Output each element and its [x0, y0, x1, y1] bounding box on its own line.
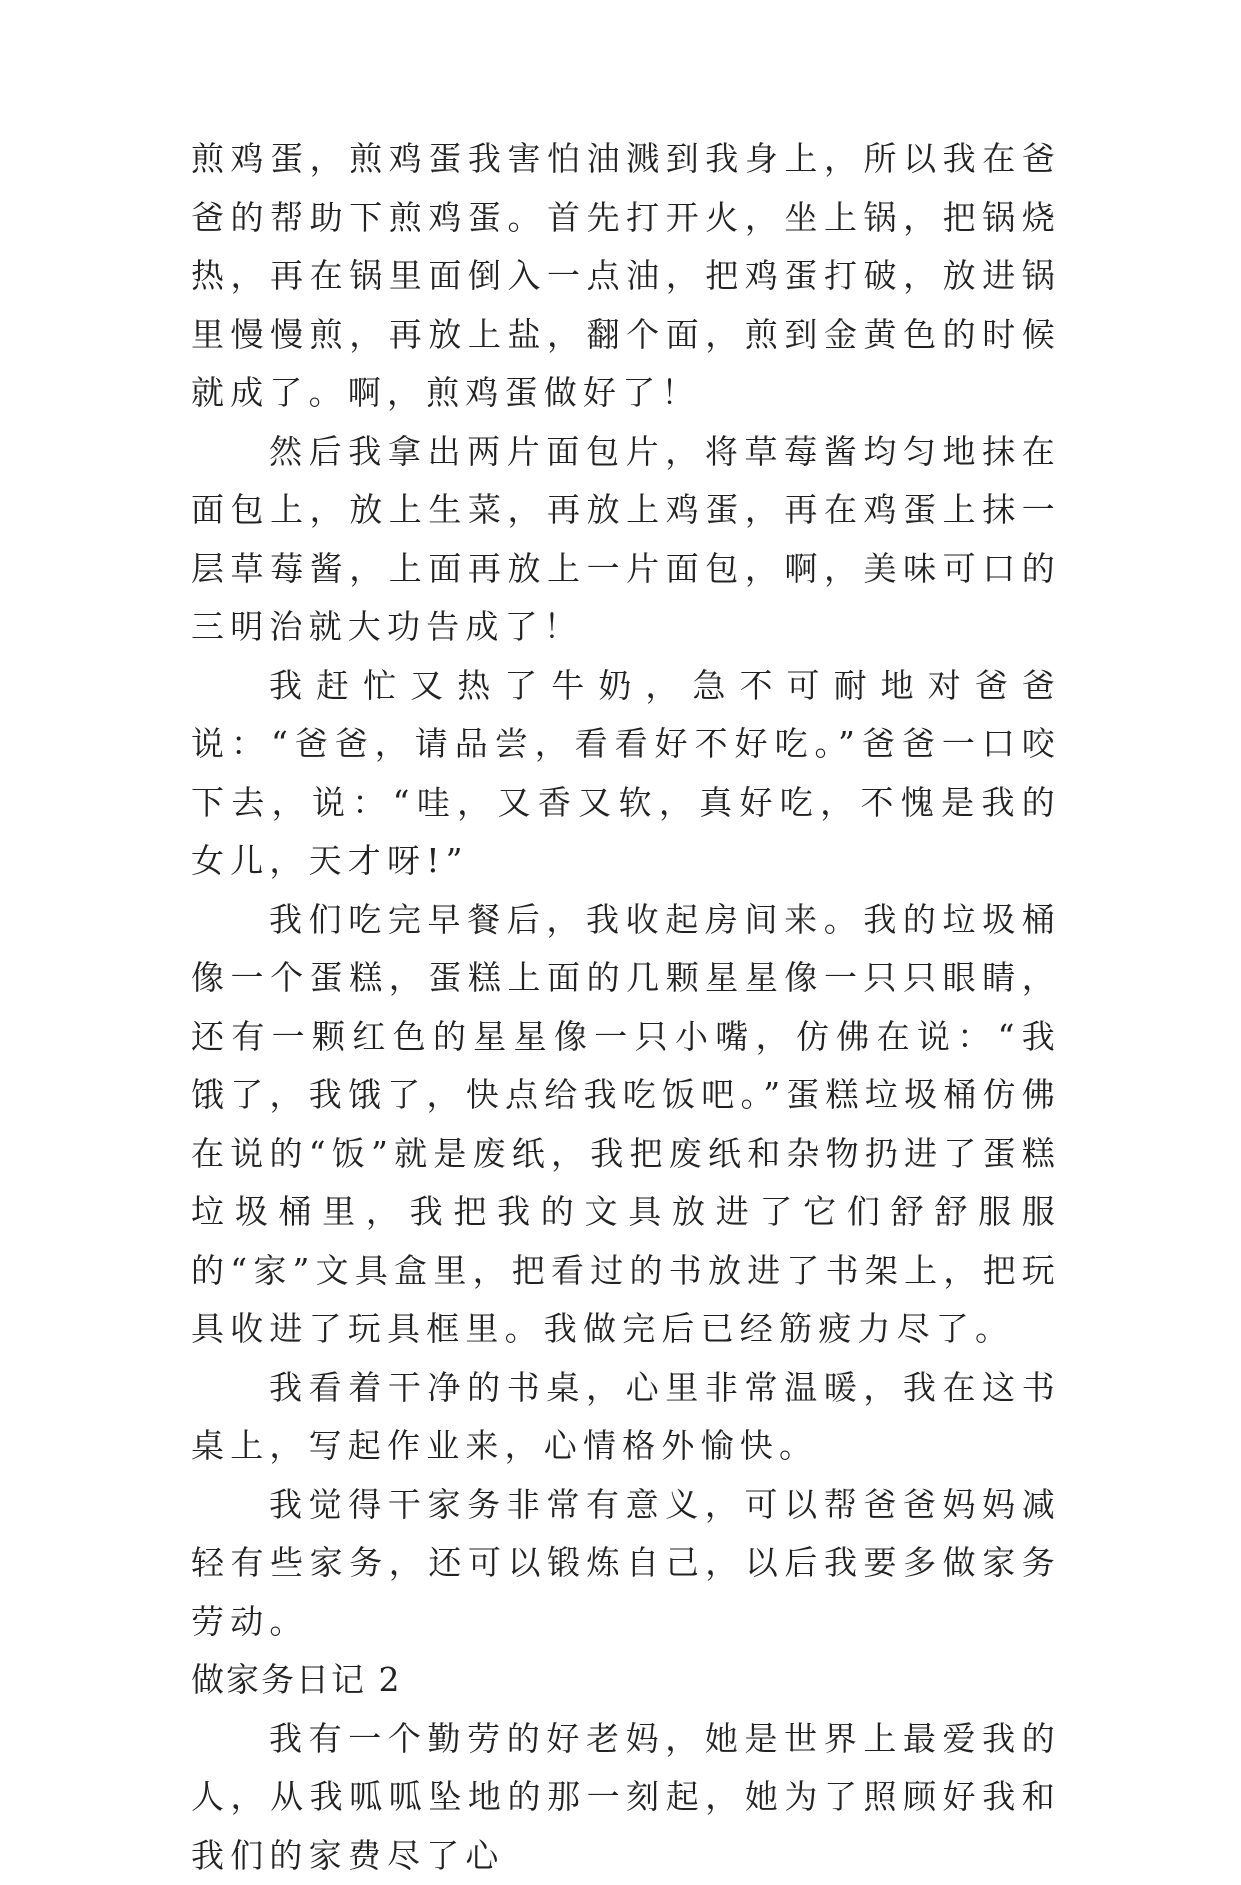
paragraph-sandwich: 然后我拿出两片面包片，将草莓酱均匀地抹在面包上，放上生菜，再放上鸡蛋，再在鸡蛋上抹一层草莓酱，上面再放上一片面包，啊，美味可口的三明治就大功告成了！	[191, 423, 1061, 657]
paragraph-fried-egg: 煎鸡蛋，煎鸡蛋我害怕油溅到我身上，所以我在爸爸的帮助下煎鸡蛋。首先打开火，坐上锅，把锅烧热，再在锅里面倒入一点油，把鸡蛋打破，放进锅里慢慢煎，再放上盐，翻个面，煎到金黄色的时候就成了。啊，煎鸡蛋做好了！	[191, 130, 1061, 423]
paragraph-milk: 我赶忙又热了牛奶，急不可耐地对爸爸说：“爸爸，请品尝，看看好不好吃。”爸爸一口咬下去，说：“哇，又香又软，真好吃，不愧是我的女儿，天才呀!”	[191, 657, 1061, 891]
document-page	[191, 130, 1061, 1885]
paragraph-mother: 我有一个勤劳的好老妈，她是世界上最爱我的人，从我呱呱坠地的那一刻起，她为了照顾好我和我们的家费尽了心	[191, 1710, 1061, 1885]
paragraph-tidy-room: 我们吃完早餐后，我收起房间来。我的垃圾桶像一个蛋糕，蛋糕上面的几颗星星像一只只眼睛，还有一颗红色的星星像一只小嘴，仿佛在说：“我饿了，我饿了，快点给我吃饭吧。”蛋糕垃圾桶仿佛在说的“饭”就是废纸，我把废纸和杂物扔进了蛋糕垃圾桶里，我把我的文具放进了它们舒舒服服的“家”文具盒里，把看过的书放进了书架上，把玩具收进了玩具框里。我做完后已经筋疲力尽了。	[191, 891, 1061, 1359]
paragraph-conclusion: 我觉得干家务非常有意义，可以帮爸爸妈妈减轻有些家务，还可以锻炼自己，以后我要多做家务劳动。	[191, 1476, 1061, 1652]
diary-heading-2: 做家务日记 2	[191, 1651, 1061, 1710]
paragraph-clean-desk: 我看着干净的书桌，心里非常温暖，我在这书桌上，写起作业来，心情格外愉快。	[191, 1359, 1061, 1476]
